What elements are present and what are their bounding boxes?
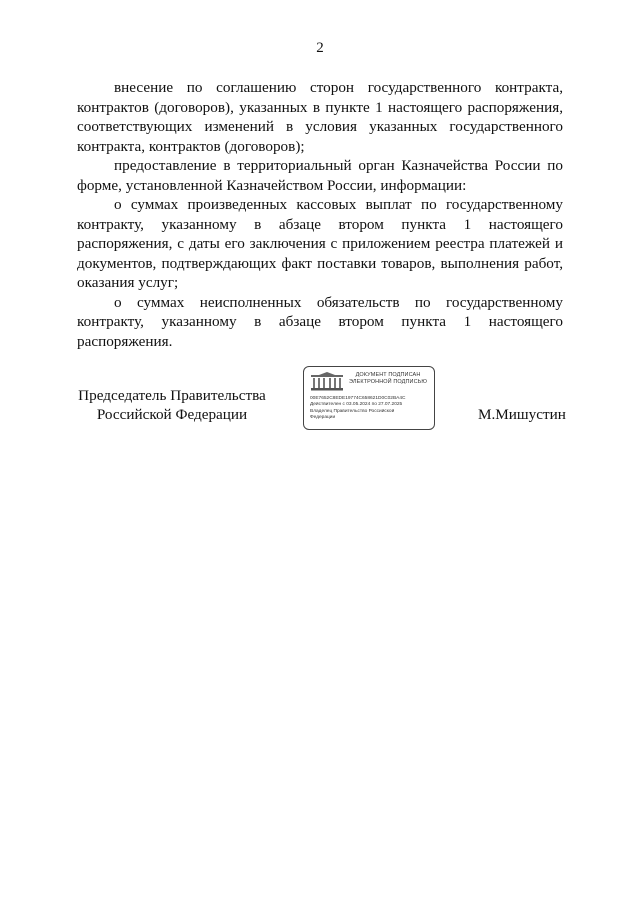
stamp-details <box>310 396 432 422</box>
signer-title <box>77 386 267 424</box>
page-number: 2 <box>316 40 324 56</box>
document-body <box>77 78 563 351</box>
paragraph-outstanding-obligations: о суммах неисполненных обязательств по государственному контракту, указанному в абзаце втором пункта 1 настоящего распоряжения. <box>77 293 563 350</box>
paragraph-treasury-report: предоставление в территориальный орган Казначейства России по форме, установленной Казначейством России, информации: <box>77 157 563 194</box>
paragraph-contract-changes: внесение по соглашению сторон государственного контракта, контрактов (договоров), указанных в пункте 1 настоящего распоряжения, соответствующих изменений в условия указанных государственного контракта, контрактов (договоров); <box>77 79 563 155</box>
signer-name: М.Мишустин <box>478 406 566 423</box>
stamp-heading <box>344 372 432 386</box>
signature-block <box>0 362 640 432</box>
government-building-icon <box>310 372 344 392</box>
stamp-owner-line1: Владелец Правительство Российской <box>310 408 395 414</box>
stamp-validity: Действителен с 03.05.2024 по 27.07.2025 <box>310 402 403 408</box>
stamp-certificate: 00E7652C8EDE19774C658621D0C02BA4C <box>310 396 406 401</box>
signer-title-line1: Председатель Правительства <box>78 387 266 404</box>
paragraph-payments-made: о суммах произведенных кассовых выплат по государственному контракту, указанному в абзаце втором пункта 1 настоящего распоряжения, с даты его заключения с приложением реестра платежей и документов, подтверждающих факт поставки товаров, выполнения работ, оказания услуг; <box>77 196 563 291</box>
stamp-heading-line2: ЭЛЕКТРОННОЙ ПОДПИСЬЮ <box>348 379 428 385</box>
electronic-signature-stamp <box>303 366 435 430</box>
stamp-heading-line1: ДОКУМЕНТ ПОДПИСАН <box>355 372 421 378</box>
signer-title-line2: Российской Федерации <box>96 406 248 423</box>
stamp-owner-line2: Федерации <box>310 415 336 421</box>
